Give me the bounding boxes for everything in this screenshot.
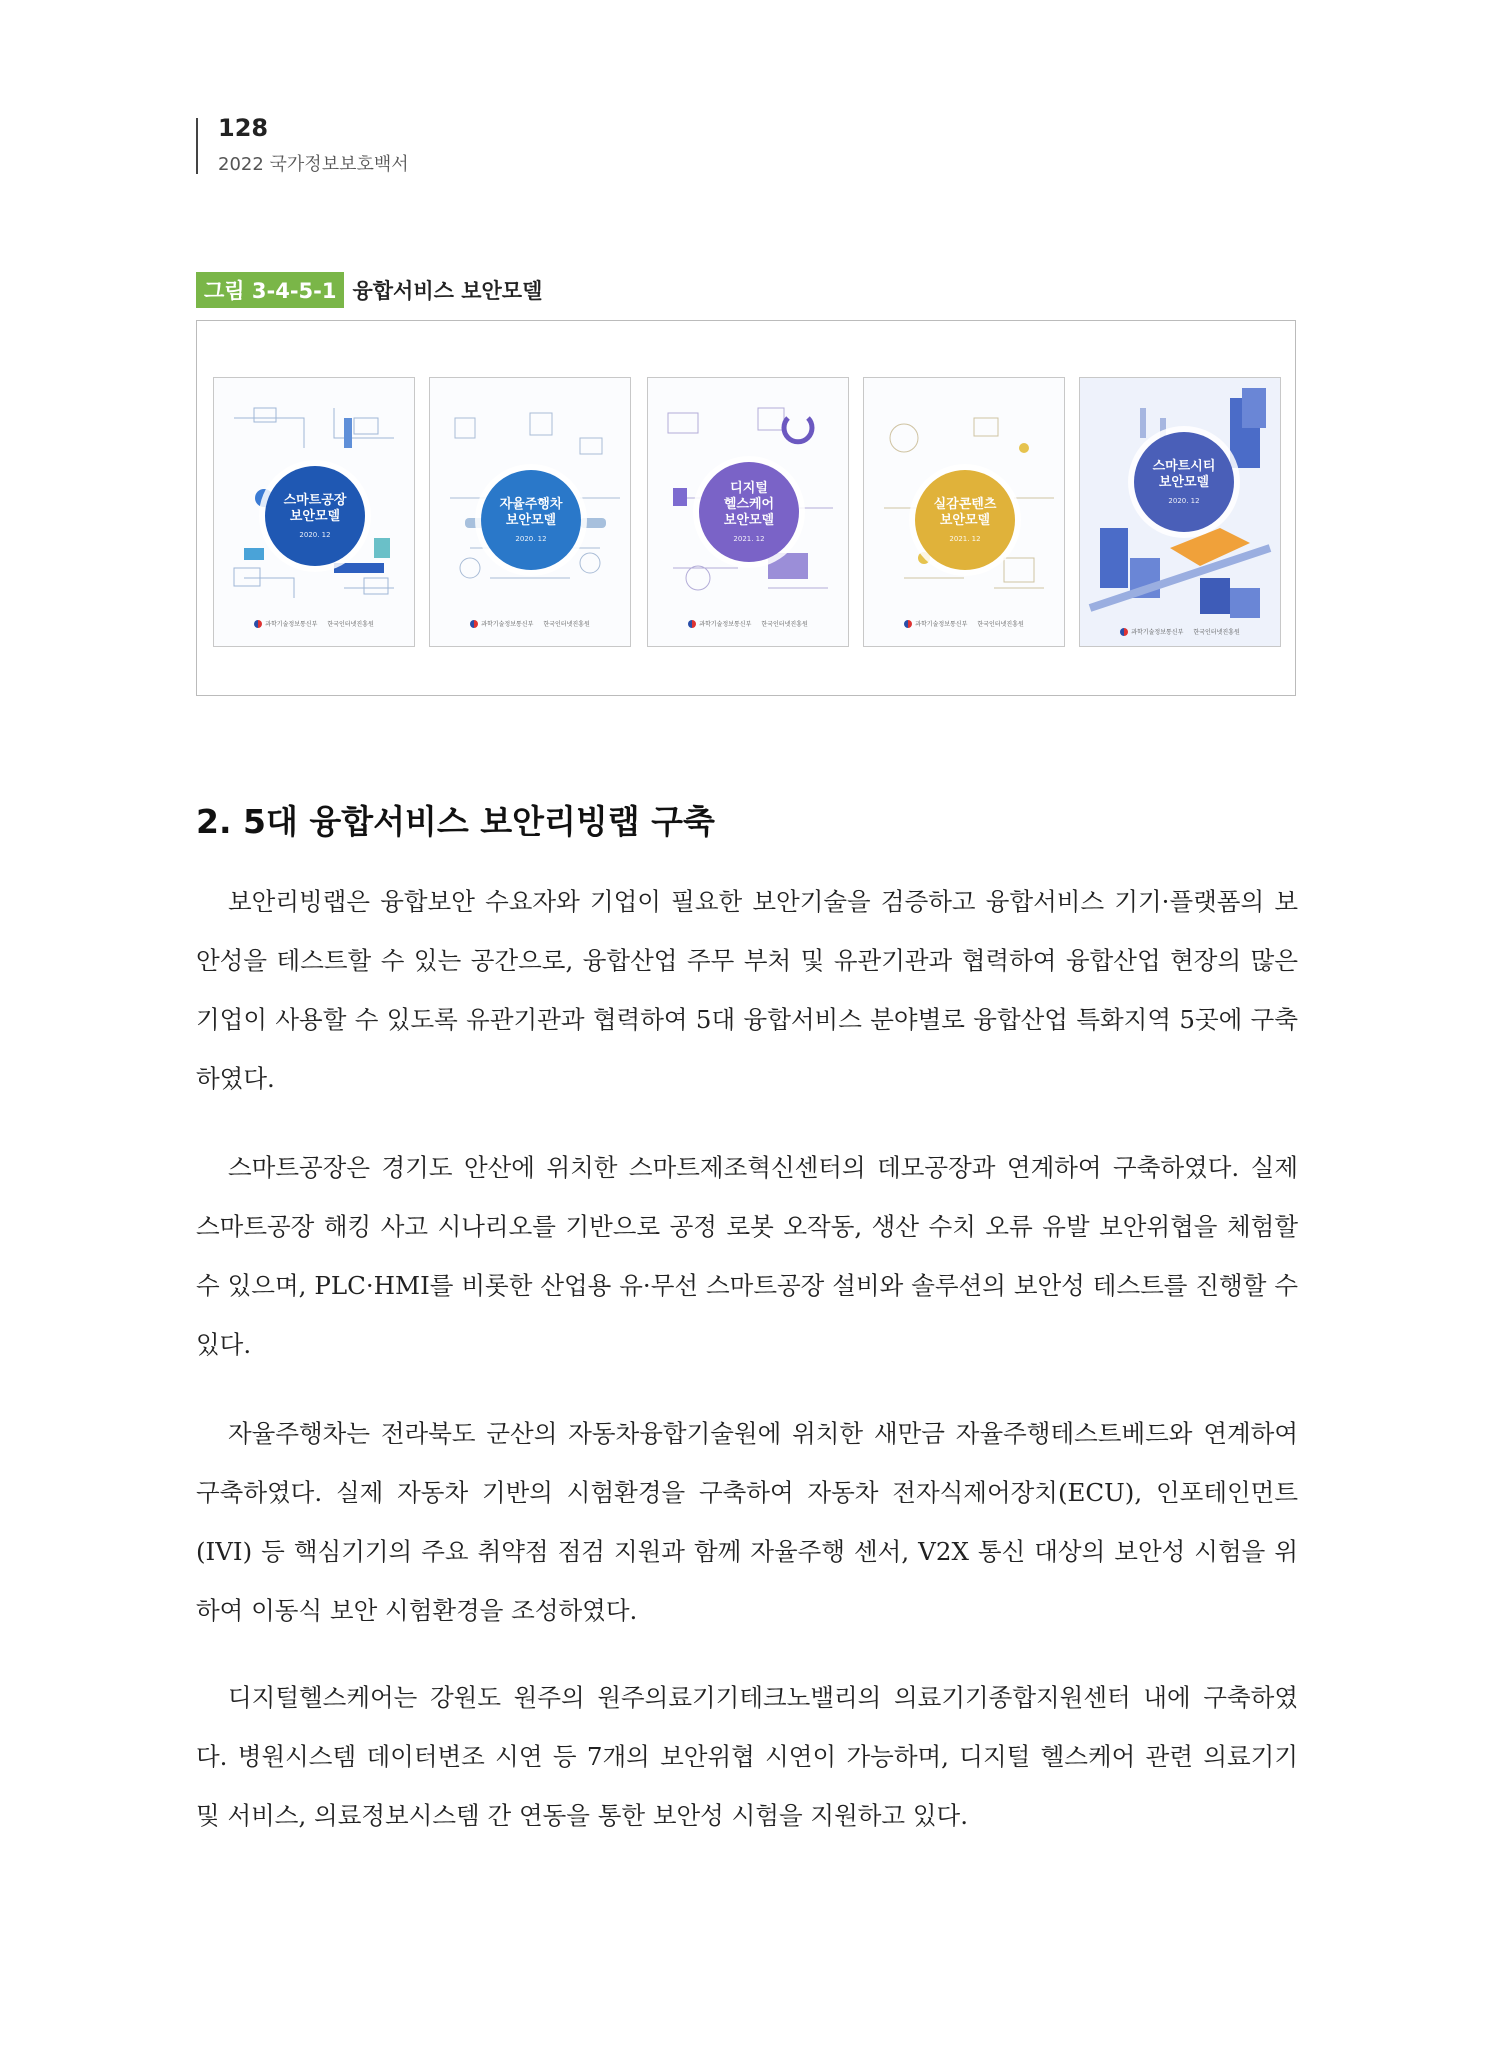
cover-immersive-content (863, 377, 1065, 647)
cover-org: 한국인터넷진흥원 (543, 621, 590, 628)
cover-title: 자율주행차 보안모델 (499, 497, 563, 528)
cover-footer (430, 619, 630, 628)
government-emblem-icon (904, 620, 912, 628)
cover-org: 한국인터넷진흥원 (977, 621, 1024, 628)
cover-org: 한국인터넷진흥원 (327, 621, 374, 628)
figure-caption (196, 272, 542, 308)
cover-date: 2020. 12 (515, 535, 547, 543)
figure-label: 그림 3-4-5-1 (196, 272, 344, 308)
body-paragraph: 보안리빙랩은 융합보안 수요자와 기업이 필요한 보안기술을 검증하고 융합서비스 기기·플랫폼의 보안성을 테스트할 수 있는 공간으로, 융합산업 주무 부처 및 유관기관과 협력하여 융합산업 현장의 많은 기업이 사용할 수 있도록 유관기관과 협력하여 5대 융합서비스 분야별로 융합산업 특화지역 5곳에 구축하였다. (196, 887, 1298, 1093)
cover-date: 2020. 12 (299, 531, 331, 539)
cover-date: 2021. 12 (949, 535, 981, 543)
cover-badge (481, 470, 581, 570)
section-heading: 2. 5대 융합서비스 보안리빙랩 구축 (196, 802, 715, 841)
cover-autonomous-vehicle (429, 377, 631, 647)
cover-org: 과학기술정보통신부 (481, 621, 534, 628)
cover-smart-city (1079, 377, 1281, 647)
figure-frame (196, 320, 1296, 696)
government-emblem-icon (1120, 628, 1128, 636)
cover-badge (1134, 432, 1234, 532)
cover-badge (699, 462, 799, 562)
cover-org: 과학기술정보통신부 (915, 621, 968, 628)
cover-org: 과학기술정보통신부 (699, 621, 752, 628)
cover-footer (864, 619, 1064, 628)
cover-digital-healthcare (647, 377, 849, 647)
government-emblem-icon (470, 620, 478, 628)
figure-title: 융합서비스 보안모델 (352, 279, 543, 303)
cover-org: 한국인터넷진흥원 (1193, 629, 1240, 636)
page-number: 128 (218, 114, 269, 142)
body-paragraph: 디지털헬스케어는 강원도 원주의 원주의료기기테크노밸리의 의료기기종합지원센터 내에 구축하였다. 병원시스템 데이터변조 시연 등 7개의 보안위협 시연이 가능하며, 디지털 헬스케어 관련 의료기기 및 서비스, 의료정보시스템 간 연동을 통한 보안성 시험을 지원하고 있다. (196, 1683, 1298, 1830)
cover-title: 실감콘텐츠 보안모델 (933, 497, 997, 528)
government-emblem-icon (254, 620, 262, 628)
cover-date: 2021. 12 (733, 535, 765, 543)
cover-title: 스마트공장 보안모델 (283, 493, 347, 524)
cover-footer (648, 619, 848, 628)
cover-org: 한국인터넷진흥원 (761, 621, 808, 628)
government-emblem-icon (688, 620, 696, 628)
cover-footer (214, 619, 414, 628)
cover-org: 과학기술정보통신부 (1131, 629, 1184, 636)
cover-title: 디지털 헬스케어 보안모델 (723, 481, 775, 528)
body-paragraph: 스마트공장은 경기도 안산에 위치한 스마트제조혁신센터의 데모공장과 연계하여 구축하였다. 실제 스마트공장 해킹 사고 시나리오를 기반으로 공정 로봇 오작동, 생산 수치 오류 유발 보안위협을 체험할 수 있으며, PLC·HMI를 비롯한 산업용 유·무선 스마트공장 설비와 솔루션의 보안성 테스트를 진행할 수 있다. (196, 1153, 1298, 1359)
cover-badge (265, 466, 365, 566)
cover-footer (1080, 627, 1280, 636)
running-title: 2022 국가정보보호백서 (218, 154, 409, 175)
cover-org: 과학기술정보통신부 (265, 621, 318, 628)
header-rule (196, 118, 198, 174)
cover-title: 스마트시티 보안모델 (1152, 459, 1216, 490)
cover-badge (915, 470, 1015, 570)
body-paragraph: 자율주행차는 전라북도 군산의 자동차융합기술원에 위치한 새만금 자율주행테스트베드와 연계하여 구축하였다. 실제 자동차 기반의 시험환경을 구축하여 자동차 전자식제어장치(ECU), 인포테인먼트(IVI) 등 핵심기기의 주요 취약점 점검 지원과 함께 자율주행 센서, V2X 통신 대상의 보안성 시험을 위하여 이동식 보안 시험환경을 조성하였다. (196, 1419, 1298, 1625)
cover-date: 2020. 12 (1168, 497, 1200, 505)
cover-smart-factory (213, 377, 415, 647)
